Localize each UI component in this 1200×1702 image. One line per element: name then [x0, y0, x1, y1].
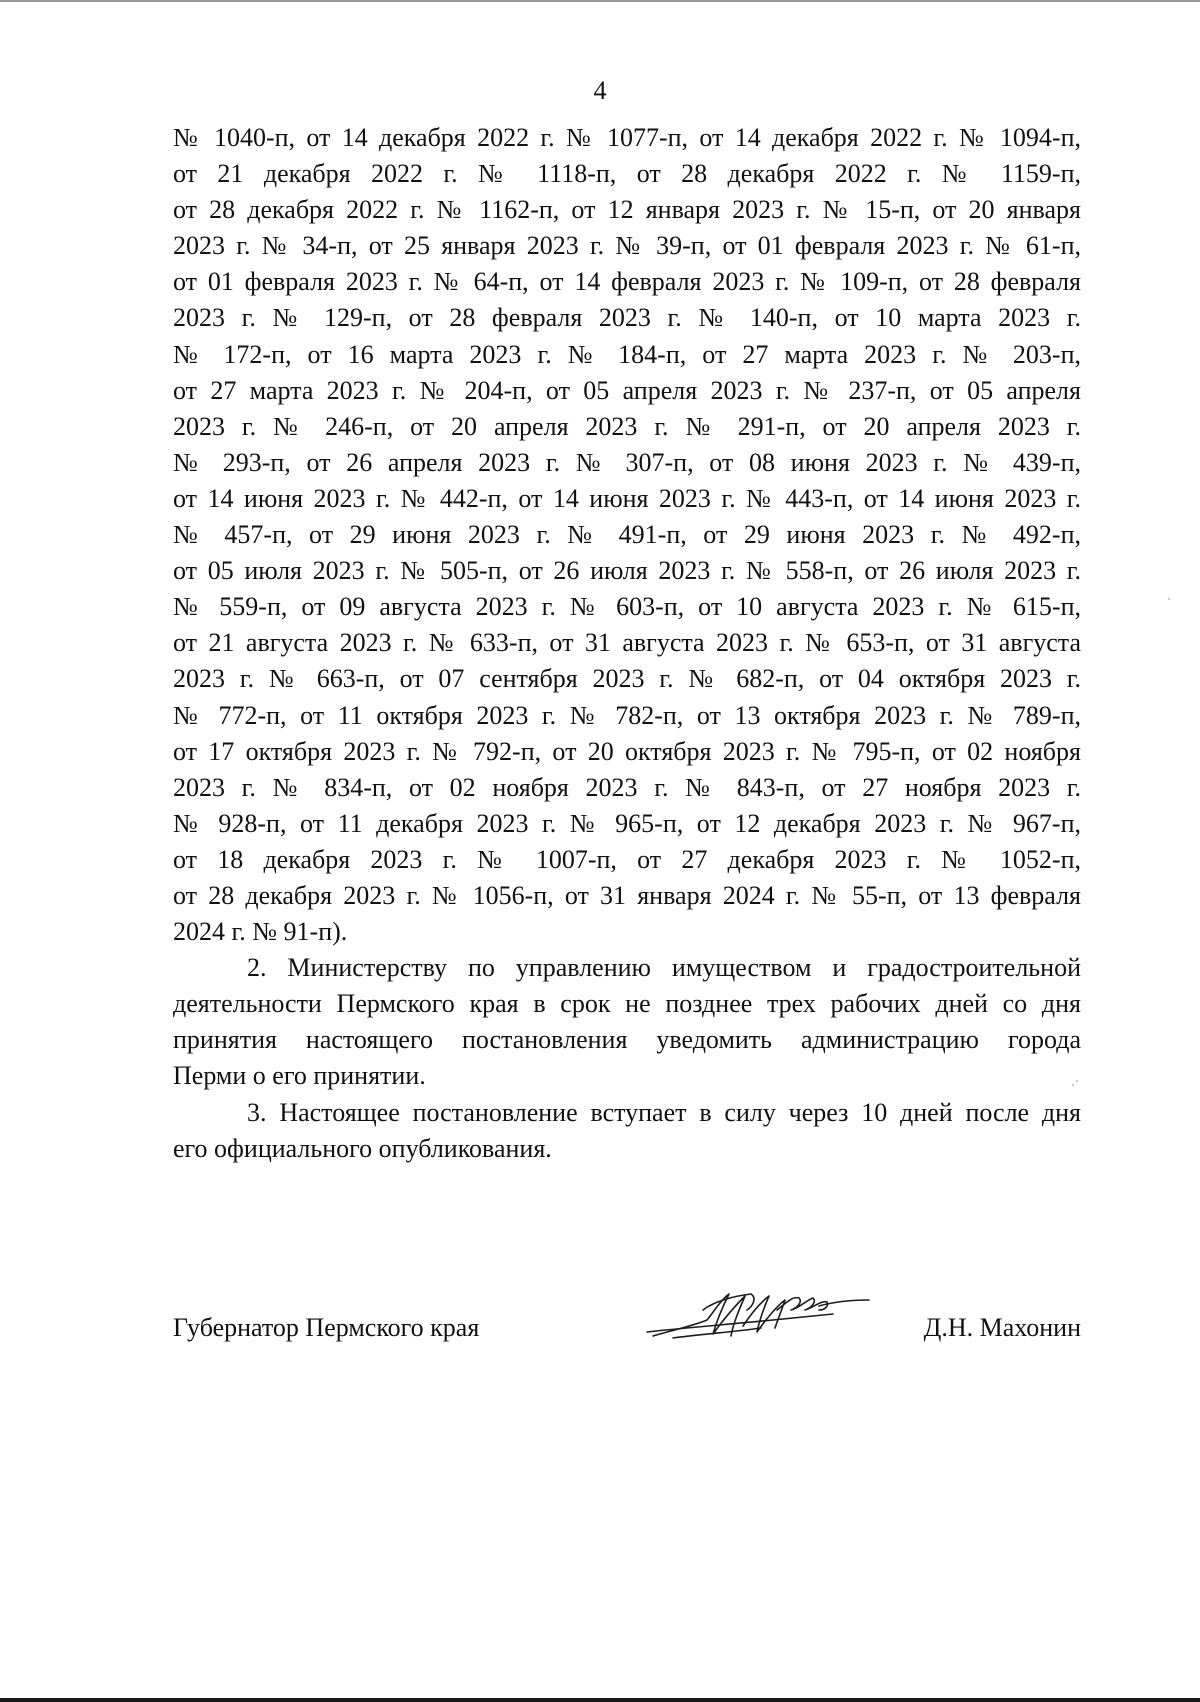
paragraph-2: [173, 950, 1081, 1094]
text-line: 2023 г. № 246-п, от 20 апреля 2023 г. № 291-п, от 20 апреля 2023 г.: [173, 411, 1081, 441]
text-line: № 772-п, от 11 октября 2023 г. № 782-п, от 13 октября 2023 г. № 789-п,: [173, 700, 1081, 730]
document-body: [173, 120, 1081, 1167]
paragraph-3: [173, 1095, 1081, 1167]
text-line: 2024 г. № 91-п).: [173, 917, 348, 947]
scan-edge-top: [0, 0, 1200, 2]
text-line: от 21 декабря 2022 г. № 1118-п, от 28 декабря 2022 г. № 1159-п,: [173, 159, 1081, 189]
handwritten-signature: [643, 1280, 873, 1350]
scan-speck: [1072, 1084, 1074, 1086]
page-number: 4: [593, 76, 607, 105]
signature-block: [173, 1296, 1081, 1346]
text-line: от 01 февраля 2023 г. № 64-п, от 14 февраля 2023 г. № 109-п, от 28 февраля: [173, 267, 1081, 297]
scan-speck: [1076, 1080, 1078, 1082]
scan-edge-bottom: [0, 1698, 1200, 1702]
text-line: Перми о его принятии.: [173, 1061, 426, 1091]
text-line: 2023 г. № 129-п, от 28 февраля 2023 г. № 140-п, от 10 марта 2023 г.: [173, 303, 1081, 333]
text-line: № 293-п, от 26 апреля 2023 г. № 307-п, от 08 июня 2023 г. № 439-п,: [173, 447, 1081, 477]
text-line: от 14 июня 2023 г. № 442-п, от 14 июня 2023 г. № 443-п, от 14 июня 2023 г.: [173, 483, 1081, 513]
text-line: от 05 июля 2023 г. № 505-п, от 26 июля 2023 г. № 558-п, от 26 июля 2023 г.: [173, 556, 1081, 586]
text-line: № 559-п, от 09 августа 2023 г. № 603-п, от 10 августа 2023 г. № 615-п,: [173, 592, 1081, 622]
scan-speck: [1168, 598, 1170, 600]
text-line: от 28 декабря 2023 г. № 1056-п, от 31 января 2024 г. № 55-п, от 13 февраля: [173, 880, 1081, 910]
text-line: от 21 августа 2023 г. № 633-п, от 31 августа 2023 г. № 653-п, от 31 августа: [173, 628, 1081, 658]
text-line: от 27 марта 2023 г. № 204-п, от 05 апреля 2023 г. № 237-п, от 05 апреля: [173, 375, 1081, 405]
signatory-name: Д.Н. Махонин: [923, 1313, 1081, 1342]
text-line: 2023 г. № 34-п, от 25 января 2023 г. № 39-п, от 01 февраля 2023 г. № 61-п,: [173, 231, 1081, 261]
text-line: 3. Настоящее постановление вступает в силу через 10 дней после дня: [247, 1097, 1081, 1127]
signatory-title: Губернатор Пермского края: [173, 1313, 480, 1342]
text-line: деятельности Пермского края в срок не позднее трех рабочих дней со дня: [173, 989, 1081, 1019]
text-line: № 172-п, от 16 марта 2023 г. № 184-п, от 27 марта 2023 г. № 203-п,: [173, 339, 1081, 369]
text-line: № 1040-п, от 14 декабря 2022 г. № 1077-п, от 14 декабря 2022 г. № 1094-п,: [173, 123, 1081, 152]
text-line: 2023 г. № 663-п, от 07 сентября 2023 г. № 682-п, от 04 октября 2023 г.: [173, 664, 1081, 694]
text-line: от 17 октября 2023 г. № 792-п, от 20 октября 2023 г. № 795-п, от 02 ноября: [173, 736, 1081, 766]
text-line: от 28 декабря 2022 г. № 1162-п, от 12 января 2023 г. № 15-п, от 20 января: [173, 195, 1081, 225]
text-line: его официального опубликования.: [173, 1133, 552, 1163]
text-line: от 18 декабря 2023 г. № 1007-п, от 27 декабря 2023 г. № 1052-п,: [173, 844, 1081, 874]
text-line: № 457-п, от 29 июня 2023 г. № 491-п, от 29 июня 2023 г. № 492-п,: [173, 520, 1081, 550]
paragraph-1: [173, 120, 1081, 950]
text-line: 2023 г. № 834-п, от 02 ноября 2023 г. № 843-п, от 27 ноября 2023 г.: [173, 772, 1081, 802]
text-line: № 928-п, от 11 декабря 2023 г. № 965-п, от 12 декабря 2023 г. № 967-п,: [173, 808, 1081, 838]
text-line: принятия настоящего постановления уведомить администрацию города: [173, 1025, 1081, 1055]
text-line: 2. Министерству по управлению имуществом и градостроительной: [247, 953, 1081, 983]
